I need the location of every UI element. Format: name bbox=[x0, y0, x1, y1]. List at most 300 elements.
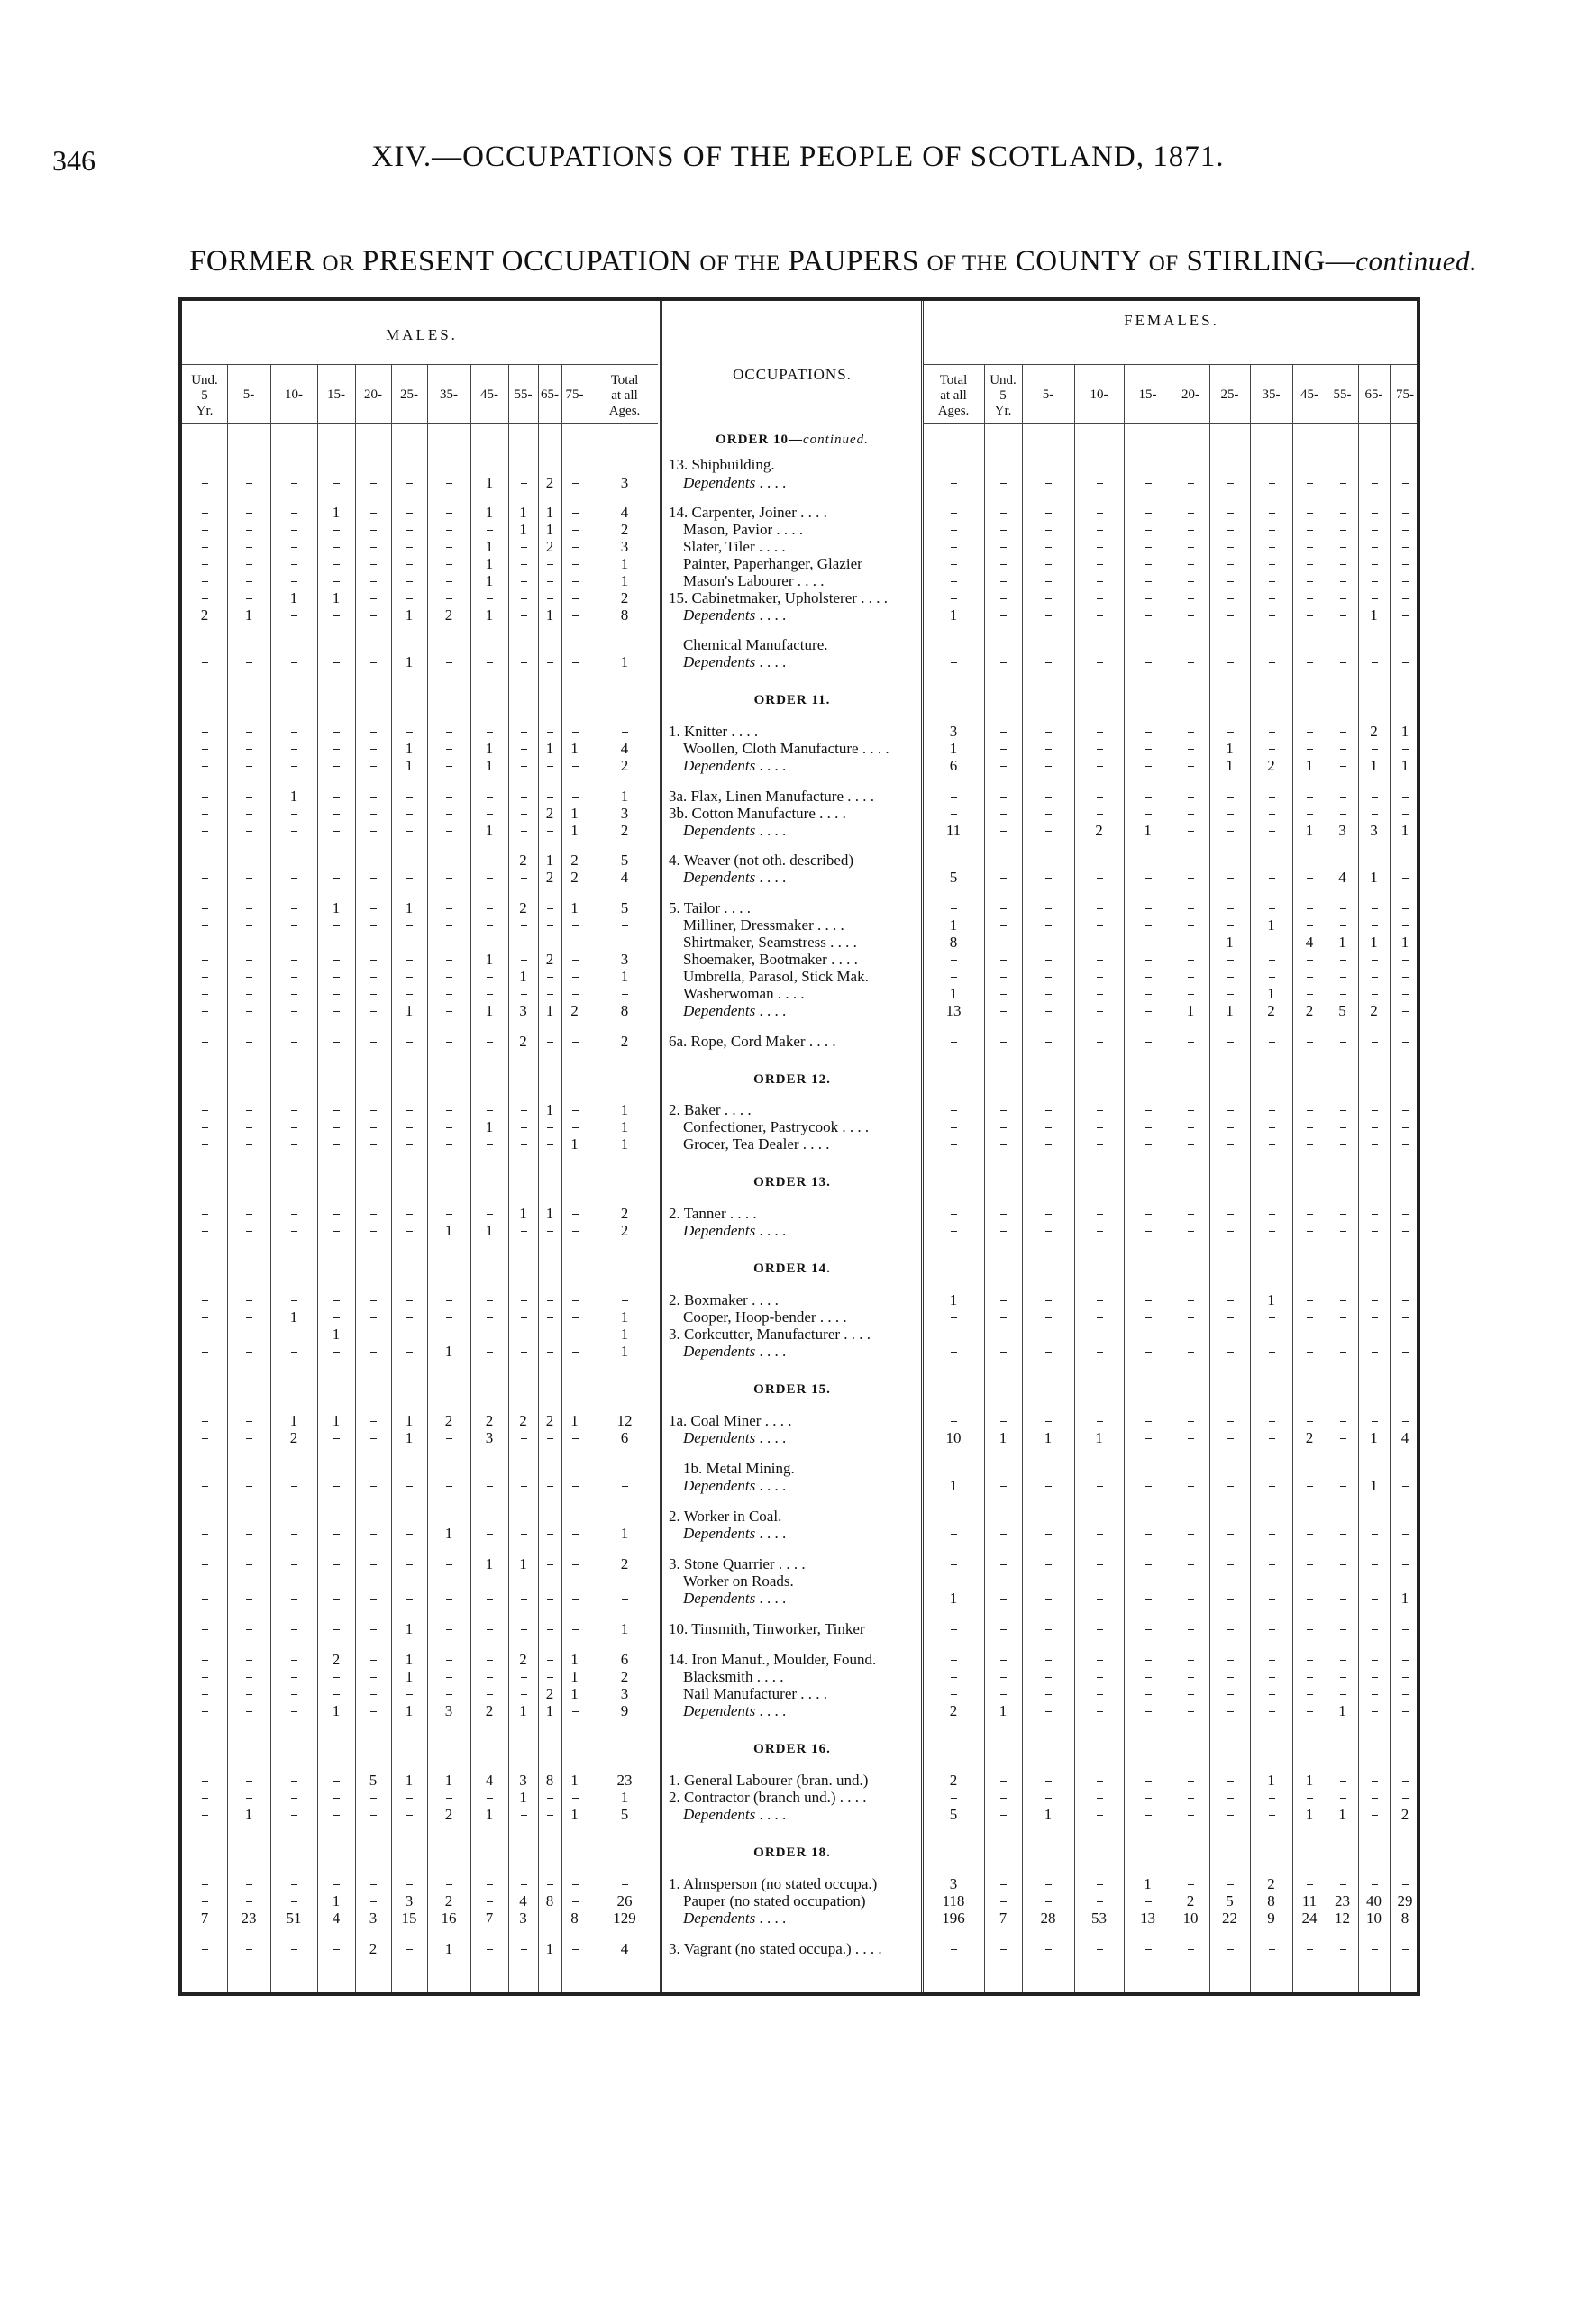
male-count-cell: 1 bbox=[620, 1101, 629, 1118]
empty-cell-dash bbox=[1188, 831, 1194, 832]
empty-cell-dash bbox=[1097, 581, 1103, 582]
male-count-cell: 7 bbox=[485, 1910, 494, 1927]
male-count-cell: 1 bbox=[620, 1789, 629, 1806]
empty-cell-dash bbox=[1145, 1711, 1152, 1712]
empty-cell-dash bbox=[202, 1694, 208, 1695]
female-count-cell: 2 bbox=[949, 1702, 958, 1719]
empty-cell-dash bbox=[1097, 564, 1103, 565]
empty-cell-dash bbox=[1188, 1486, 1194, 1487]
empty-cell-dash bbox=[1000, 925, 1007, 926]
empty-cell-dash bbox=[246, 749, 252, 750]
empty-cell-dash bbox=[291, 1144, 297, 1145]
empty-cell-dash bbox=[1269, 1231, 1275, 1232]
male-count-cell: 9 bbox=[620, 1702, 629, 1719]
empty-cell-dash bbox=[1372, 1110, 1378, 1111]
empty-cell-dash bbox=[1372, 1694, 1378, 1695]
empty-cell-dash bbox=[291, 615, 297, 616]
male-count-cell: 1 bbox=[620, 1525, 629, 1542]
empty-cell-dash bbox=[333, 732, 340, 733]
empty-cell-dash bbox=[333, 1798, 340, 1799]
empty-cell-dash bbox=[1307, 1127, 1313, 1128]
empty-cell-dash bbox=[1097, 1110, 1103, 1111]
empty-cell-dash bbox=[1372, 1042, 1378, 1043]
empty-cell-dash bbox=[572, 1317, 579, 1318]
empty-cell-dash bbox=[1340, 513, 1346, 514]
occupation-label: Cooper, Hoop-bender . . . . bbox=[683, 1308, 847, 1326]
empty-cell-dash bbox=[1269, 831, 1275, 832]
empty-cell-dash bbox=[1045, 1317, 1052, 1318]
empty-cell-dash bbox=[1372, 1352, 1378, 1353]
empty-cell-dash bbox=[1000, 1127, 1007, 1128]
male-count-cell: 16 bbox=[441, 1910, 457, 1927]
empty-cell-dash bbox=[951, 1110, 957, 1111]
male-count-cell: 1 bbox=[289, 788, 298, 805]
empty-cell-dash bbox=[1227, 581, 1234, 582]
empty-cell-dash bbox=[1145, 1421, 1152, 1422]
female-count-cell: 7 bbox=[999, 1910, 1008, 1927]
empty-cell-dash bbox=[1269, 732, 1275, 733]
empty-cell-dash bbox=[202, 662, 208, 663]
empty-cell-dash bbox=[1188, 1534, 1194, 1535]
female-count-cell: 1 bbox=[949, 1477, 958, 1494]
male-count-cell: 2 bbox=[570, 852, 579, 869]
empty-cell-dash bbox=[1145, 1144, 1152, 1145]
female-count-cell: 1 bbox=[1044, 1429, 1053, 1446]
empty-cell-dash bbox=[1097, 483, 1103, 484]
male-count-cell: 1 bbox=[485, 1555, 494, 1572]
empty-cell-dash bbox=[202, 1011, 208, 1012]
empty-cell-dash bbox=[1000, 732, 1007, 733]
empty-cell-dash bbox=[1227, 547, 1234, 548]
empty-cell-dash bbox=[1307, 1486, 1313, 1487]
empty-cell-dash bbox=[1188, 925, 1194, 926]
empty-cell-dash bbox=[572, 662, 579, 663]
occupation-label: Dependents . . . . bbox=[683, 1002, 787, 1019]
empty-cell-dash bbox=[521, 1694, 527, 1695]
empty-cell-dash bbox=[333, 925, 340, 926]
empty-cell-dash bbox=[1188, 1949, 1194, 1950]
empty-cell-dash bbox=[246, 797, 252, 798]
female-count-cell: 3 bbox=[1338, 822, 1346, 839]
empty-cell-dash bbox=[202, 1660, 208, 1661]
empty-cell-dash bbox=[572, 513, 579, 514]
empty-cell-dash bbox=[1269, 960, 1275, 961]
empty-cell-dash bbox=[1145, 1214, 1152, 1215]
empty-cell-dash bbox=[1000, 564, 1007, 565]
empty-cell-dash bbox=[370, 1694, 377, 1695]
empty-cell-dash bbox=[406, 925, 413, 926]
empty-cell-dash bbox=[202, 797, 208, 798]
empty-cell-dash bbox=[1227, 513, 1234, 514]
empty-cell-dash bbox=[406, 1564, 413, 1565]
male-count-cell: 8 bbox=[620, 606, 629, 624]
male-count-cell: 7 bbox=[200, 1910, 209, 1927]
subtitle-part: OF bbox=[1148, 251, 1179, 276]
empty-cell-dash bbox=[622, 925, 628, 926]
male-count-cell: 1 bbox=[405, 653, 414, 670]
empty-cell-dash bbox=[406, 814, 413, 815]
empty-cell-dash bbox=[547, 1300, 553, 1301]
empty-cell-dash bbox=[487, 797, 493, 798]
male-count-cell: 1 bbox=[620, 1620, 629, 1637]
empty-cell-dash bbox=[1227, 1231, 1234, 1232]
empty-cell-dash bbox=[521, 662, 527, 663]
empty-cell-dash bbox=[1097, 1694, 1103, 1695]
empty-cell-dash bbox=[1227, 994, 1234, 995]
empty-cell-dash bbox=[572, 1214, 579, 1215]
empty-cell-dash bbox=[1307, 483, 1313, 484]
empty-cell-dash bbox=[1045, 615, 1052, 616]
empty-cell-dash bbox=[1269, 1677, 1275, 1678]
empty-cell-dash bbox=[333, 1214, 340, 1215]
empty-cell-dash bbox=[1372, 1421, 1378, 1422]
empty-cell-dash bbox=[487, 1300, 493, 1301]
occupation-label: Dependents . . . . bbox=[683, 1590, 787, 1607]
empty-cell-dash bbox=[1307, 1677, 1313, 1678]
empty-cell-dash bbox=[1000, 1660, 1007, 1661]
occupation-label: 5. Tailor . . . . bbox=[669, 899, 752, 916]
empty-cell-dash bbox=[406, 831, 413, 832]
empty-cell-dash bbox=[1372, 530, 1378, 531]
occupation-label: Pauper (no stated occupation) bbox=[683, 1892, 866, 1910]
empty-cell-dash bbox=[246, 977, 252, 978]
empty-cell-dash bbox=[951, 662, 957, 663]
empty-cell-dash bbox=[572, 1110, 579, 1111]
empty-cell-dash bbox=[246, 1564, 252, 1565]
empty-cell-dash bbox=[333, 547, 340, 548]
empty-cell-dash bbox=[1372, 1317, 1378, 1318]
empty-cell-dash bbox=[370, 1660, 377, 1661]
empty-cell-dash bbox=[202, 1352, 208, 1353]
empty-cell-dash bbox=[1145, 1300, 1152, 1301]
empty-cell-dash bbox=[487, 925, 493, 926]
empty-cell-dash bbox=[202, 1486, 208, 1487]
empty-cell-dash bbox=[1045, 1677, 1052, 1678]
female-count-cell: 1 bbox=[1095, 1429, 1103, 1446]
empty-cell-dash bbox=[521, 814, 527, 815]
male-count-cell: 1 bbox=[244, 1806, 253, 1823]
male-count-cell: 1 bbox=[485, 951, 494, 968]
empty-cell-dash bbox=[291, 513, 297, 514]
empty-cell-dash bbox=[572, 1629, 579, 1630]
occupation-label: 2. Worker in Coal. bbox=[669, 1508, 782, 1525]
empty-cell-dash bbox=[1000, 1214, 1007, 1215]
empty-cell-dash bbox=[1045, 530, 1052, 531]
male-count-cell: 3 bbox=[485, 1429, 494, 1446]
empty-cell-dash bbox=[333, 1110, 340, 1111]
male-count-cell: 2 bbox=[620, 1205, 629, 1222]
empty-cell-dash bbox=[202, 732, 208, 733]
empty-cell-dash bbox=[446, 1438, 452, 1439]
column-rule bbox=[984, 364, 985, 1992]
empty-cell-dash bbox=[1227, 1300, 1234, 1301]
male-count-cell: 1 bbox=[405, 899, 414, 916]
header-rule bbox=[923, 364, 1417, 365]
male-count-cell: 2 bbox=[620, 1668, 629, 1685]
female-count-cell: 53 bbox=[1091, 1910, 1107, 1927]
empty-cell-dash bbox=[1307, 732, 1313, 733]
empty-cell-dash bbox=[1269, 1127, 1275, 1128]
female-count-cell: 1 bbox=[1370, 869, 1378, 886]
empty-cell-dash bbox=[370, 977, 377, 978]
male-count-cell: 8 bbox=[620, 1002, 629, 1019]
occupation-label: 3. Corkcutter, Manufacturer . . . . bbox=[669, 1326, 871, 1343]
empty-cell-dash bbox=[246, 547, 252, 548]
empty-cell-dash bbox=[1045, 1901, 1052, 1902]
empty-cell-dash bbox=[446, 1144, 452, 1145]
empty-cell-dash bbox=[1269, 1534, 1275, 1535]
empty-cell-dash bbox=[1145, 1564, 1152, 1565]
empty-cell-dash bbox=[370, 547, 377, 548]
empty-cell-dash bbox=[1402, 1781, 1409, 1782]
male-count-cell: 2 bbox=[620, 822, 629, 839]
empty-cell-dash bbox=[1227, 1486, 1234, 1487]
empty-cell-dash bbox=[622, 1599, 628, 1600]
empty-cell-dash bbox=[291, 1042, 297, 1043]
male-count-cell: 5 bbox=[620, 899, 629, 916]
male-column-header: 10- bbox=[285, 387, 303, 402]
empty-cell-dash bbox=[1000, 766, 1007, 767]
female-count-cell: 1 bbox=[949, 985, 958, 1002]
male-count-cell: 3 bbox=[369, 1910, 378, 1927]
empty-cell-dash bbox=[572, 1486, 579, 1487]
empty-cell-dash bbox=[1097, 1352, 1103, 1353]
empty-cell-dash bbox=[1097, 1815, 1103, 1816]
empty-cell-dash bbox=[291, 483, 297, 484]
female-count-cell: 5 bbox=[1226, 1892, 1234, 1910]
empty-cell-dash bbox=[1307, 1629, 1313, 1630]
empty-cell-dash bbox=[951, 1660, 957, 1661]
male-count-cell: 1 bbox=[519, 1789, 527, 1806]
empty-cell-dash bbox=[1000, 547, 1007, 548]
occupation-label: Dependents . . . . bbox=[683, 869, 787, 886]
male-count-cell: 1 bbox=[519, 1555, 527, 1572]
empty-cell-dash bbox=[333, 994, 340, 995]
empty-cell-dash bbox=[446, 797, 452, 798]
female-count-cell: 11 bbox=[1301, 1892, 1318, 1910]
male-count-cell: 1 bbox=[485, 822, 494, 839]
empty-cell-dash bbox=[1307, 1110, 1313, 1111]
occupation-label: Grocer, Tea Dealer . . . . bbox=[683, 1135, 830, 1153]
empty-cell-dash bbox=[202, 1711, 208, 1712]
male-count-cell: 1 bbox=[485, 572, 494, 589]
empty-cell-dash bbox=[547, 1486, 553, 1487]
empty-cell-dash bbox=[1045, 1144, 1052, 1145]
female-count-cell: 118 bbox=[942, 1892, 965, 1910]
empty-cell-dash bbox=[951, 483, 957, 484]
empty-cell-dash bbox=[1000, 1421, 1007, 1422]
column-rule bbox=[1022, 364, 1023, 1992]
empty-cell-dash bbox=[487, 1352, 493, 1353]
empty-cell-dash bbox=[246, 581, 252, 582]
empty-cell-dash bbox=[1269, 483, 1275, 484]
male-count-cell: 1 bbox=[519, 521, 527, 538]
empty-cell-dash bbox=[446, 483, 452, 484]
empty-cell-dash bbox=[1097, 1317, 1103, 1318]
empty-cell-dash bbox=[333, 1677, 340, 1678]
empty-cell-dash bbox=[333, 1694, 340, 1695]
empty-cell-dash bbox=[1000, 1694, 1007, 1695]
empty-cell-dash bbox=[1097, 530, 1103, 531]
empty-cell-dash bbox=[1227, 814, 1234, 815]
female-count-cell: 2 bbox=[1267, 1002, 1275, 1019]
empty-cell-dash bbox=[291, 581, 297, 582]
empty-cell-dash bbox=[1269, 1660, 1275, 1661]
empty-cell-dash bbox=[1145, 814, 1152, 815]
empty-cell-dash bbox=[1340, 732, 1346, 733]
empty-cell-dash bbox=[1372, 1144, 1378, 1145]
male-count-cell: 5 bbox=[369, 1772, 378, 1789]
female-count-cell: 5 bbox=[949, 1806, 958, 1823]
empty-cell-dash bbox=[246, 1110, 252, 1111]
empty-cell-dash bbox=[1045, 483, 1052, 484]
empty-cell-dash bbox=[1145, 1599, 1152, 1600]
empty-cell-dash bbox=[1097, 960, 1103, 961]
empty-cell-dash bbox=[572, 1300, 579, 1301]
empty-cell-dash bbox=[370, 1815, 377, 1816]
empty-cell-dash bbox=[1145, 513, 1152, 514]
empty-cell-dash bbox=[370, 1599, 377, 1600]
empty-cell-dash bbox=[1188, 878, 1194, 879]
empty-cell-dash bbox=[246, 925, 252, 926]
male-count-cell: 1 bbox=[405, 1412, 414, 1429]
empty-cell-dash bbox=[1145, 925, 1152, 926]
empty-cell-dash bbox=[1097, 1011, 1103, 1012]
empty-cell-dash bbox=[547, 1564, 553, 1565]
empty-cell-dash bbox=[1402, 1798, 1409, 1799]
male-count-cell: 2 bbox=[545, 1685, 554, 1702]
male-count-cell: 1 bbox=[519, 504, 527, 521]
male-count-cell: 2 bbox=[519, 852, 527, 869]
empty-cell-dash bbox=[1045, 908, 1052, 909]
female-count-cell: 2 bbox=[1095, 822, 1103, 839]
empty-cell-dash bbox=[1227, 564, 1234, 565]
female-count-cell: 1 bbox=[1400, 934, 1409, 951]
empty-cell-dash bbox=[291, 1011, 297, 1012]
section-rule bbox=[921, 301, 926, 1992]
empty-cell-dash bbox=[572, 483, 579, 484]
empty-cell-dash bbox=[1045, 1127, 1052, 1128]
empty-cell-dash bbox=[1045, 1694, 1052, 1695]
male-count-cell: 1 bbox=[519, 1205, 527, 1222]
empty-cell-dash bbox=[951, 814, 957, 815]
male-count-cell: 1 bbox=[444, 1343, 453, 1360]
empty-cell-dash bbox=[1097, 814, 1103, 815]
empty-cell-dash bbox=[333, 1144, 340, 1145]
empty-cell-dash bbox=[1372, 513, 1378, 514]
empty-cell-dash bbox=[1340, 1231, 1346, 1232]
occupation-label: Worker on Roads. bbox=[683, 1572, 794, 1590]
empty-cell-dash bbox=[1000, 1352, 1007, 1353]
empty-cell-dash bbox=[1269, 1144, 1275, 1145]
empty-cell-dash bbox=[572, 1127, 579, 1128]
empty-cell-dash bbox=[1372, 814, 1378, 815]
empty-cell-dash bbox=[202, 1629, 208, 1630]
empty-cell-dash bbox=[1402, 1534, 1409, 1535]
empty-cell-dash bbox=[1227, 1214, 1234, 1215]
male-count-cell: 1 bbox=[570, 740, 579, 757]
empty-cell-dash bbox=[246, 831, 252, 832]
empty-cell-dash bbox=[1000, 1110, 1007, 1111]
empty-cell-dash bbox=[1000, 749, 1007, 750]
empty-cell-dash bbox=[1402, 1421, 1409, 1422]
empty-cell-dash bbox=[572, 977, 579, 978]
male-count-cell: 3 bbox=[519, 1772, 527, 1789]
male-column-header: 5- bbox=[242, 387, 255, 402]
empty-cell-dash bbox=[1227, 1564, 1234, 1565]
empty-cell-dash bbox=[1269, 547, 1275, 548]
empty-cell-dash bbox=[333, 1949, 340, 1950]
occupation-label: Dependents . . . . bbox=[683, 606, 787, 624]
empty-cell-dash bbox=[291, 831, 297, 832]
empty-cell-dash bbox=[1340, 1486, 1346, 1487]
empty-cell-dash bbox=[370, 1798, 377, 1799]
empty-cell-dash bbox=[446, 1798, 452, 1799]
empty-cell-dash bbox=[1227, 732, 1234, 733]
empty-cell-dash bbox=[521, 1110, 527, 1111]
empty-cell-dash bbox=[1145, 1781, 1152, 1782]
empty-cell-dash bbox=[1402, 598, 1409, 599]
male-count-cell: 1 bbox=[570, 1668, 579, 1685]
empty-cell-dash bbox=[1000, 1317, 1007, 1318]
empty-cell-dash bbox=[1227, 1317, 1234, 1318]
empty-cell-dash bbox=[333, 581, 340, 582]
empty-cell-dash bbox=[291, 732, 297, 733]
empty-cell-dash bbox=[1402, 547, 1409, 548]
empty-cell-dash bbox=[370, 1300, 377, 1301]
empty-cell-dash bbox=[446, 1042, 452, 1043]
empty-cell-dash bbox=[1145, 1127, 1152, 1128]
empty-cell-dash bbox=[1402, 1884, 1409, 1885]
empty-cell-dash bbox=[370, 1677, 377, 1678]
empty-cell-dash bbox=[370, 1421, 377, 1422]
empty-cell-dash bbox=[1372, 1214, 1378, 1215]
occupation-label: 1. Almsperson (no stated occupa.) bbox=[669, 1875, 878, 1892]
empty-cell-dash bbox=[291, 878, 297, 879]
male-count-cell: 8 bbox=[545, 1892, 554, 1910]
empty-cell-dash bbox=[1227, 1421, 1234, 1422]
empty-cell-dash bbox=[1188, 1711, 1194, 1712]
male-count-cell: 2 bbox=[545, 869, 554, 886]
empty-cell-dash bbox=[1188, 1042, 1194, 1043]
empty-cell-dash bbox=[202, 483, 208, 484]
empty-cell-dash bbox=[333, 1599, 340, 1600]
female-count-cell: 1 bbox=[1305, 1806, 1314, 1823]
empty-cell-dash bbox=[487, 1798, 493, 1799]
male-count-cell: 3 bbox=[620, 951, 629, 968]
empty-cell-dash bbox=[406, 530, 413, 531]
empty-cell-dash bbox=[1269, 1421, 1275, 1422]
empty-cell-dash bbox=[1402, 977, 1409, 978]
column-rule bbox=[317, 364, 318, 1992]
occupation-label: 1b. Metal Mining. bbox=[683, 1460, 795, 1477]
female-count-cell: 1 bbox=[1338, 1702, 1346, 1719]
empty-cell-dash bbox=[246, 994, 252, 995]
empty-cell-dash bbox=[202, 1042, 208, 1043]
empty-cell-dash bbox=[1340, 483, 1346, 484]
empty-cell-dash bbox=[1340, 662, 1346, 663]
empty-cell-dash bbox=[487, 1144, 493, 1145]
empty-cell-dash bbox=[1402, 1231, 1409, 1232]
empty-cell-dash bbox=[246, 1901, 252, 1902]
empty-cell-dash bbox=[333, 960, 340, 961]
empty-cell-dash bbox=[370, 1534, 377, 1535]
order-heading: ORDER 14. bbox=[753, 1262, 831, 1276]
empty-cell-dash bbox=[246, 1534, 252, 1535]
empty-cell-dash bbox=[1372, 1781, 1378, 1782]
empty-cell-dash bbox=[951, 564, 957, 565]
male-count-cell: 2 bbox=[620, 589, 629, 606]
